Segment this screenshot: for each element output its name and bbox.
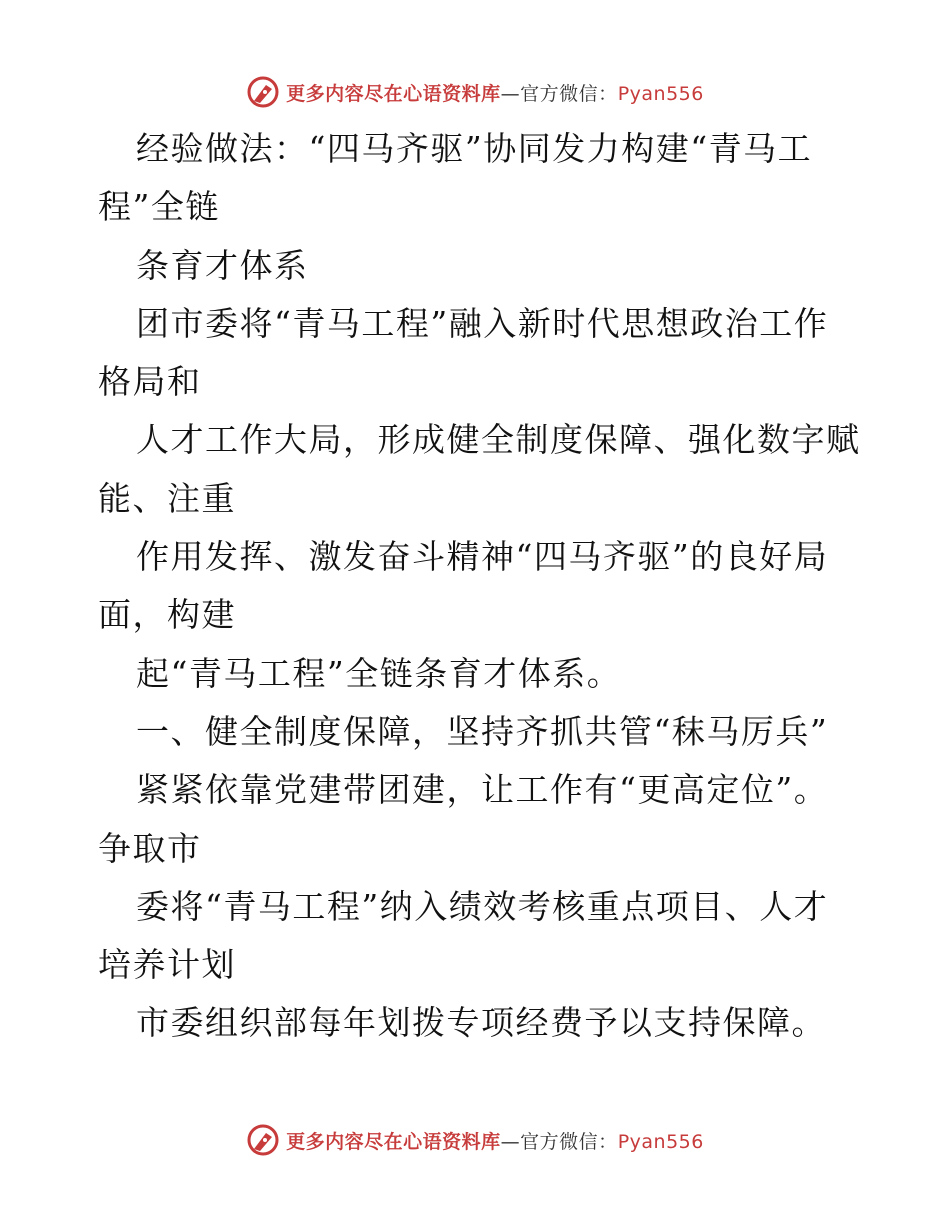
pen-nib-logo-icon (246, 1123, 280, 1157)
pen-nib-logo-icon (246, 75, 280, 109)
body-line: 培养计划 (98, 945, 236, 985)
body-line: 格局和 (98, 362, 202, 402)
body-line: 委将“青马工程”纳入绩效考核重点项目、人才 (136, 886, 829, 926)
footer-banner-text (286, 1127, 704, 1154)
body-line: 人才工作大局，形成健全制度保障、强化数字赋 (136, 420, 861, 460)
header-wechat-id: Pyan556 (617, 82, 704, 105)
body-line: 程”全链 (98, 187, 220, 227)
body-line: 起“青马工程”全链条育才体系。 (136, 653, 622, 693)
body-line: 条育才体系 (136, 245, 309, 285)
body-line: 市委组织部每年划拨专项经费予以支持保障。 (136, 1003, 826, 1043)
header-site-text: 更多内容尽在心语资料库 (286, 82, 501, 105)
footer-wechat-id: Pyan556 (617, 1130, 704, 1153)
header-wechat-label: 官方微信： (520, 82, 618, 105)
header-banner-text (286, 79, 704, 106)
body-line: 经验做法：“四马齐驱”协同发力构建“青马工 (136, 129, 813, 168)
footer-wechat-label: 官方微信： (520, 1130, 618, 1153)
body-line: 能、注重 (98, 478, 236, 518)
body-line: 面，构建 (98, 595, 236, 635)
footer-watermark-banner (0, 1120, 950, 1160)
header-watermark-banner (0, 72, 950, 112)
footer-dash: — (500, 1130, 521, 1153)
body-line: 紧紧依靠党建带团建，让工作有“更高定位”。 (136, 770, 829, 810)
body-line: 争取市 (98, 828, 202, 868)
document-body (98, 120, 861, 1053)
body-line: 团市委将“青马工程”融入新时代思想政治工作 (136, 303, 829, 343)
body-line: 一、健全制度保障，坚持齐抓共管“秣马厉兵” (136, 711, 829, 751)
body-line: 作用发挥、激发奋斗精神“四马齐驱”的良好局 (136, 537, 829, 577)
footer-site-text: 更多内容尽在心语资料库 (286, 1130, 501, 1153)
header-dash: — (500, 82, 521, 105)
